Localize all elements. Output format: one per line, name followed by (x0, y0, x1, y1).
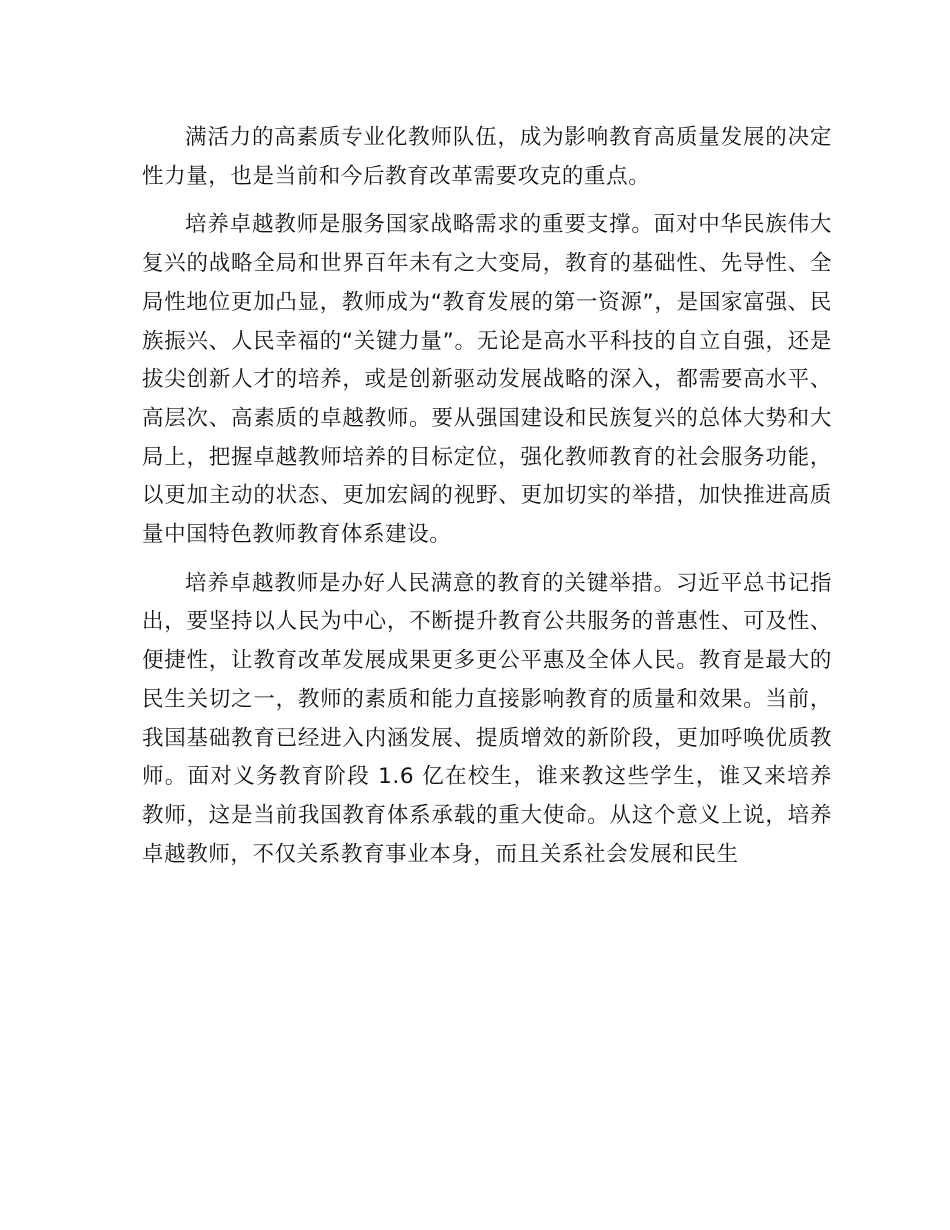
paragraph-national-strategy: 培养卓越教师是服务国家战略需求的重要支撑。面对中华民族伟大复兴的战略全局和世界百年未有之大变局，教育的基础性、先导性、全局性地位更加凸显，教师成为“教育发展的第一资源”，是国家富强、民族振兴、人民幸福的“关键力量”。无论是高水平科技的自立自强，还是拔尖创新人才的培养，或是创新驱动发展战略的深入，都需要高水平、高层次、高素质的卓越教师。要从强国建设和民族复兴的总体大势和大局上，把握卓越教师培养的目标定位，强化教师教育的社会服务功能，以更加主动的状态、更加宏阔的视野、更加切实的举措，加快推进高质量中国特色教师教育体系建设。 (142, 212, 832, 548)
paragraph-people-satisfaction: 培养卓越教师是办好人民满意的教育的关键举措。习近平总书记指出，要坚持以人民为中心，不断提升教育公共服务的普惠性、可及性、便捷性，让教育改革发展成果更多更公平惠及全体人民。教育是最大的民生关切之一，教师的素质和能力直接影响教育的质量和效果。当前，我国基础教育已经进入内涵发展、提质增效的新阶段，更加呼唤优质教师。面对义务教育阶段 1.6 亿在校生，谁来教这些学生，谁又来培养教师，这是当前我国教育体系承载的重大使命。从这个意义上说，培养卓越教师，不仅关系教育事业本身，而且关系社会发展和民生 (142, 570, 832, 867)
body-text (142, 119, 832, 884)
paragraph-continuation: 满活力的高素质专业化教师队伍，成为影响教育高质量发展的决定性力量，也是当前和今后教育改革需要攻克的重点。 (142, 125, 832, 189)
